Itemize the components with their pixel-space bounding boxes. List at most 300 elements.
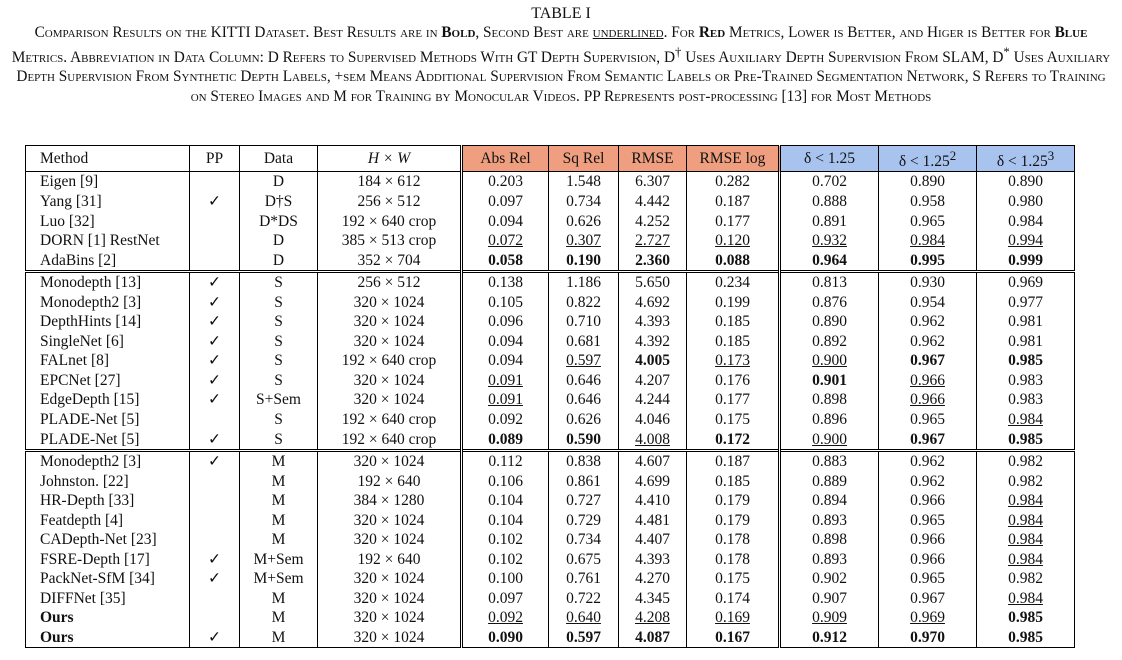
delta-2-cell <box>879 211 977 231</box>
delta-1-cell <box>780 608 879 628</box>
sq-rel-cell <box>549 211 619 231</box>
pp-cell <box>190 211 240 231</box>
delta-1-cell <box>780 292 879 312</box>
rmse-log-cell <box>687 211 780 231</box>
data-cell: D*DS <box>240 211 318 231</box>
resolution-cell: 256 × 512 <box>318 192 462 212</box>
abs-rel-value: 0.105 <box>488 293 523 311</box>
abs-rel-value: 0.094 <box>488 332 523 350</box>
rmse-log-value: 0.169 <box>715 609 750 627</box>
pp-cell <box>190 589 240 609</box>
delta-2-value: 0.966 <box>910 371 945 389</box>
sq-rel-cell <box>549 271 619 292</box>
rmse-log-value: 0.088 <box>715 251 750 269</box>
delta-3-cell <box>977 192 1075 212</box>
delta-2-cell <box>879 390 977 410</box>
delta-1-value: 0.876 <box>812 293 847 311</box>
table-row <box>26 231 1075 251</box>
sq-rel-value: 0.761 <box>566 570 601 588</box>
delta-2-value: 0.966 <box>910 531 945 549</box>
abs-rel-cell <box>462 471 549 491</box>
method-cell: Monodepth [13] <box>26 271 190 292</box>
rmse-cell <box>619 351 687 371</box>
delta-2-value: 0.970 <box>910 629 945 646</box>
delta-1-value: 0.702 <box>812 173 847 191</box>
delta-1-cell <box>780 530 879 550</box>
data-cell: S <box>240 410 318 430</box>
data-cell: D <box>240 172 318 192</box>
sq-rel-value: 0.626 <box>566 410 601 428</box>
delta-3-value: 0.985 <box>1008 609 1043 627</box>
rmse-value: 4.270 <box>635 570 670 588</box>
sq-rel-cell <box>549 569 619 589</box>
delta-2-value: 0.966 <box>910 550 945 568</box>
rmse-log-cell <box>687 471 780 491</box>
method-cell: AdaBins [2] <box>26 250 190 271</box>
resolution-cell: 184 × 612 <box>318 172 462 192</box>
abs-rel-cell <box>462 312 549 332</box>
sq-rel-value: 0.729 <box>566 511 601 529</box>
data-cell: S <box>240 312 318 332</box>
data-cell: M+Sem <box>240 569 318 589</box>
rmse-log-value: 0.179 <box>715 511 750 529</box>
sq-rel-value: 0.307 <box>566 232 601 250</box>
delta-2-value: 0.958 <box>910 192 945 210</box>
table-row <box>26 351 1075 371</box>
resolution-cell: 320 × 1024 <box>318 450 462 471</box>
rmse-cell <box>619 211 687 231</box>
rmse-log-cell <box>687 271 780 292</box>
delta-2-cell <box>879 569 977 589</box>
delta-1-value: 0.964 <box>812 251 847 269</box>
delta-2-cell <box>879 250 977 271</box>
delta-1-cell <box>780 250 879 271</box>
method-cell: PLADE-Net [5] <box>26 410 190 430</box>
pp-cell: ✓ <box>190 390 240 410</box>
data-cell: M <box>240 510 318 530</box>
delta-3-value: 0.984 <box>1008 212 1043 230</box>
data-cell: S <box>240 292 318 312</box>
delta-3-value: 0.999 <box>1008 251 1043 269</box>
sq-rel-value: 0.710 <box>566 313 601 331</box>
data-cell: M <box>240 491 318 511</box>
resolution-cell: 320 × 1024 <box>318 371 462 391</box>
sq-rel-cell <box>549 471 619 491</box>
delta-1-cell <box>780 628 879 648</box>
delta-3-value: 0.977 <box>1008 293 1043 311</box>
delta-3-value: 0.981 <box>1008 332 1043 350</box>
abs-rel-cell <box>462 589 549 609</box>
rmse-log-cell <box>687 292 780 312</box>
delta-2-value: 0.962 <box>910 313 945 331</box>
data-cell: M <box>240 608 318 628</box>
abs-rel-cell <box>462 332 549 352</box>
delta-3-value: 0.984 <box>1008 550 1043 568</box>
delta-2-cell <box>879 292 977 312</box>
abs-rel-value: 0.091 <box>488 391 523 409</box>
method-cell: FSRE-Depth [17] <box>26 550 190 570</box>
pp-cell: ✓ <box>190 628 240 648</box>
abs-rel-value: 0.092 <box>488 410 523 428</box>
sq-rel-cell <box>549 371 619 391</box>
abs-rel-cell <box>462 510 549 530</box>
delta-1-cell <box>780 231 879 251</box>
resolution-cell: 320 × 1024 <box>318 292 462 312</box>
delta-1-value: 0.909 <box>812 609 847 627</box>
caption-part-2: , Second Best are <box>475 24 593 41</box>
resolution-cell: 320 × 1024 <box>318 332 462 352</box>
abs-rel-cell <box>462 608 549 628</box>
delta-2-value: 0.965 <box>910 212 945 230</box>
delta-1-cell <box>780 471 879 491</box>
table-row <box>26 608 1075 628</box>
rmse-log-cell <box>687 589 780 609</box>
method-cell: HR-Depth [33] <box>26 491 190 511</box>
resolution-cell: 320 × 1024 <box>318 530 462 550</box>
rmse-value: 5.650 <box>635 274 670 292</box>
header-delta-2-base: δ < 1.25 <box>898 153 950 171</box>
delta-2-value: 0.967 <box>910 430 945 448</box>
delta-3-cell <box>977 371 1075 391</box>
header-delta-2 <box>879 146 977 172</box>
abs-rel-cell <box>462 231 549 251</box>
sq-rel-value: 0.646 <box>566 391 601 409</box>
data-cell: S+Sem <box>240 390 318 410</box>
rmse-value: 4.699 <box>635 472 670 490</box>
delta-3-value: 0.984 <box>1008 410 1043 428</box>
table-label: TABLE I <box>531 5 591 22</box>
caption-part-4: Metrics, Lower is Better, and Higer is Better for <box>725 24 1055 41</box>
rmse-log-cell <box>687 569 780 589</box>
rmse-cell <box>619 429 687 450</box>
delta-3-value: 0.984 <box>1008 511 1043 529</box>
sq-rel-cell <box>549 530 619 550</box>
sq-rel-value: 0.646 <box>566 371 601 389</box>
rmse-log-cell <box>687 312 780 332</box>
delta-3-cell <box>977 172 1075 192</box>
abs-rel-cell <box>462 211 549 231</box>
delta-3-value: 0.984 <box>1008 492 1043 510</box>
method-cell: EPCNet [27] <box>26 371 190 391</box>
rmse-log-value: 0.173 <box>715 352 750 370</box>
delta-2-cell <box>879 312 977 332</box>
table-row <box>26 271 1075 292</box>
abs-rel-cell <box>462 292 549 312</box>
delta-3-cell <box>977 390 1075 410</box>
rmse-log-value: 0.175 <box>715 410 750 428</box>
sq-rel-cell <box>549 351 619 371</box>
delta-2-value: 0.967 <box>910 589 945 607</box>
caption-blue-word: Blue <box>1054 24 1088 41</box>
rmse-cell <box>619 271 687 292</box>
delta-2-cell <box>879 172 977 192</box>
delta-3-cell <box>977 271 1075 292</box>
delta-1-cell <box>780 172 879 192</box>
rmse-cell <box>619 371 687 391</box>
resolution-cell: 352 × 704 <box>318 250 462 271</box>
rmse-cell <box>619 192 687 212</box>
delta-3-value: 0.982 <box>1008 472 1043 490</box>
rmse-cell <box>619 450 687 471</box>
delta-2-cell <box>879 371 977 391</box>
delta-3-cell <box>977 292 1075 312</box>
method-cell: Ours <box>26 628 190 648</box>
delta-1-cell <box>780 510 879 530</box>
header-delta-3-base: δ < 1.25 <box>996 153 1048 171</box>
sq-rel-cell <box>549 292 619 312</box>
pp-cell <box>190 410 240 430</box>
rmse-log-value: 0.172 <box>715 430 750 448</box>
rmse-cell <box>619 628 687 648</box>
rmse-cell <box>619 550 687 570</box>
pp-cell: ✓ <box>190 351 240 371</box>
table-caption <box>10 23 1112 106</box>
delta-3-value: 0.985 <box>1008 629 1043 646</box>
rmse-value: 4.345 <box>635 589 670 607</box>
sq-rel-cell <box>549 312 619 332</box>
delta-2-value: 0.966 <box>910 391 945 409</box>
rmse-log-cell <box>687 450 780 471</box>
delta-2-value: 0.995 <box>910 251 945 269</box>
delta-1-cell <box>780 211 879 231</box>
rmse-log-cell <box>687 371 780 391</box>
sq-rel-cell <box>549 332 619 352</box>
sq-rel-value: 0.190 <box>566 251 601 269</box>
delta-2-value: 0.965 <box>910 410 945 428</box>
delta-3-cell <box>977 211 1075 231</box>
rmse-log-cell <box>687 172 780 192</box>
method-cell: SingleNet [6] <box>26 332 190 352</box>
pp-cell: ✓ <box>190 371 240 391</box>
abs-rel-value: 0.097 <box>488 192 523 210</box>
sq-rel-value: 1.186 <box>566 274 601 292</box>
table-row <box>26 292 1075 312</box>
pp-cell <box>190 471 240 491</box>
delta-3-value: 0.994 <box>1008 232 1043 250</box>
abs-rel-value: 0.203 <box>488 173 523 191</box>
delta-2-cell <box>879 530 977 550</box>
sq-rel-cell <box>549 628 619 648</box>
sq-rel-value: 0.590 <box>566 430 601 448</box>
rmse-value: 4.481 <box>635 511 670 529</box>
delta-1-cell <box>780 550 879 570</box>
abs-rel-cell <box>462 550 549 570</box>
method-cell: Luo [32] <box>26 211 190 231</box>
abs-rel-cell <box>462 371 549 391</box>
resolution-cell: 320 × 1024 <box>318 510 462 530</box>
rmse-log-value: 0.185 <box>715 472 750 490</box>
abs-rel-cell <box>462 450 549 471</box>
delta-1-value: 0.932 <box>812 232 847 250</box>
abs-rel-cell <box>462 410 549 430</box>
rmse-cell <box>619 530 687 550</box>
rmse-cell <box>619 292 687 312</box>
sq-rel-cell <box>549 510 619 530</box>
pp-cell: ✓ <box>190 429 240 450</box>
rmse-value: 4.244 <box>635 391 670 409</box>
header-rmse: RMSE <box>619 146 687 172</box>
sq-rel-cell <box>549 429 619 450</box>
rmse-log-cell <box>687 250 780 271</box>
rmse-log-value: 0.179 <box>715 492 750 510</box>
sq-rel-cell <box>549 491 619 511</box>
delta-2-value: 0.965 <box>910 570 945 588</box>
rmse-log-cell <box>687 550 780 570</box>
header-delta-3 <box>977 146 1075 172</box>
rmse-cell <box>619 250 687 271</box>
header-delta-2-exp: 2 <box>949 148 957 163</box>
sq-rel-cell <box>549 231 619 251</box>
rmse-cell <box>619 332 687 352</box>
rmse-value: 4.410 <box>635 492 670 510</box>
delta-2-value: 0.969 <box>910 609 945 627</box>
resolution-cell: 192 × 640 crop <box>318 429 462 450</box>
abs-rel-value: 0.058 <box>488 251 523 269</box>
caption-red-word: Red <box>698 24 726 41</box>
delta-1-value: 0.891 <box>812 212 847 230</box>
table-row <box>26 530 1075 550</box>
delta-1-value: 0.888 <box>812 192 847 210</box>
rmse-value: 4.087 <box>635 629 670 646</box>
header-data: Data <box>240 146 318 172</box>
rmse-value: 4.393 <box>635 550 670 568</box>
pp-cell: ✓ <box>190 192 240 212</box>
pp-cell <box>190 608 240 628</box>
data-cell: D†S <box>240 192 318 212</box>
header-delta-3-exp: 3 <box>1047 148 1055 163</box>
rmse-value: 2.727 <box>635 232 670 250</box>
resolution-cell: 192 × 640 crop <box>318 351 462 371</box>
abs-rel-cell <box>462 271 549 292</box>
rmse-value: 4.407 <box>635 531 670 549</box>
rmse-cell <box>619 569 687 589</box>
resolution-cell: 192 × 640 <box>318 550 462 570</box>
delta-1-cell <box>780 271 879 292</box>
rmse-cell <box>619 312 687 332</box>
rmse-log-value: 0.178 <box>715 531 750 549</box>
rmse-value: 4.008 <box>635 430 670 448</box>
resolution-cell: 256 × 512 <box>318 271 462 292</box>
rmse-cell <box>619 172 687 192</box>
caption-part-6: Uses Auxiliary Depth Supervision From SLAM, D <box>681 48 1004 66</box>
method-cell: PackNet-SfM [34] <box>26 569 190 589</box>
rmse-log-value: 0.178 <box>715 550 750 568</box>
sq-rel-cell <box>549 172 619 192</box>
delta-1-cell <box>780 192 879 212</box>
sq-rel-cell <box>549 410 619 430</box>
table-row <box>26 491 1075 511</box>
delta-1-cell <box>780 371 879 391</box>
resolution-cell: 384 × 1280 <box>318 491 462 511</box>
rmse-log-value: 0.177 <box>715 212 750 230</box>
pp-cell <box>190 231 240 251</box>
delta-3-cell <box>977 332 1075 352</box>
method-cell: Ours <box>26 608 190 628</box>
delta-3-cell <box>977 608 1075 628</box>
delta-2-cell <box>879 410 977 430</box>
rmse-log-cell <box>687 491 780 511</box>
data-cell: S <box>240 271 318 292</box>
delta-3-value: 0.984 <box>1008 589 1043 607</box>
rmse-log-cell <box>687 429 780 450</box>
delta-1-value: 0.889 <box>812 472 847 490</box>
method-cell: Monodepth2 [3] <box>26 450 190 471</box>
table-row <box>26 410 1075 430</box>
delta-3-cell <box>977 450 1075 471</box>
delta-3-value: 0.983 <box>1008 391 1043 409</box>
delta-3-cell <box>977 231 1075 251</box>
delta-3-value: 0.890 <box>1008 173 1043 191</box>
method-cell: Monodepth2 [3] <box>26 292 190 312</box>
resolution-cell: 192 × 640 crop <box>318 211 462 231</box>
caption-underlined-word: underlined <box>592 24 664 41</box>
delta-3-cell <box>977 491 1075 511</box>
delta-1-value: 0.912 <box>812 629 847 646</box>
delta-1-value: 0.901 <box>812 371 847 389</box>
results-table <box>25 145 1075 648</box>
delta-3-cell <box>977 530 1075 550</box>
abs-rel-value: 0.100 <box>488 570 523 588</box>
abs-rel-value: 0.102 <box>488 531 523 549</box>
data-cell: D <box>240 231 318 251</box>
rmse-log-value: 0.175 <box>715 570 750 588</box>
delta-1-value: 0.900 <box>812 352 847 370</box>
table-row <box>26 390 1075 410</box>
caption-dagger: † <box>675 44 682 59</box>
sq-rel-cell <box>549 608 619 628</box>
delta-1-value: 0.890 <box>812 313 847 331</box>
caption-part-5: Metrics. Abbreviation in Data Column: D Refers to Supervised Methods With GT Depth Supervision, D <box>11 48 676 66</box>
abs-rel-cell <box>462 628 549 648</box>
sq-rel-value: 0.640 <box>566 609 601 627</box>
delta-3-cell <box>977 628 1075 648</box>
delta-1-value: 0.894 <box>812 492 847 510</box>
data-cell: S <box>240 429 318 450</box>
abs-rel-cell <box>462 192 549 212</box>
sq-rel-value: 0.861 <box>566 472 601 490</box>
delta-1-cell <box>780 312 879 332</box>
abs-rel-value: 0.138 <box>488 274 523 292</box>
table-row <box>26 569 1075 589</box>
resolution-cell: 320 × 1024 <box>318 628 462 648</box>
abs-rel-value: 0.090 <box>488 629 523 646</box>
rmse-cell <box>619 410 687 430</box>
delta-1-cell <box>780 351 879 371</box>
pp-cell <box>190 510 240 530</box>
table-row <box>26 471 1075 491</box>
rmse-value: 6.307 <box>635 173 670 191</box>
delta-2-cell <box>879 231 977 251</box>
delta-1-cell <box>780 569 879 589</box>
sq-rel-value: 0.722 <box>566 589 601 607</box>
delta-3-value: 0.980 <box>1008 192 1043 210</box>
delta-1-value: 0.883 <box>812 453 847 471</box>
table-row <box>26 332 1075 352</box>
delta-3-value: 0.985 <box>1008 352 1043 370</box>
data-cell: S <box>240 371 318 391</box>
table-row <box>26 510 1075 530</box>
rmse-log-value: 0.185 <box>715 313 750 331</box>
rmse-log-cell <box>687 231 780 251</box>
sq-rel-value: 0.838 <box>566 453 601 471</box>
delta-2-value: 0.967 <box>910 352 945 370</box>
delta-1-cell <box>780 589 879 609</box>
delta-1-value: 0.900 <box>812 430 847 448</box>
table-row <box>26 312 1075 332</box>
rmse-cell <box>619 471 687 491</box>
rmse-value: 4.208 <box>635 609 670 627</box>
rmse-cell <box>619 231 687 251</box>
